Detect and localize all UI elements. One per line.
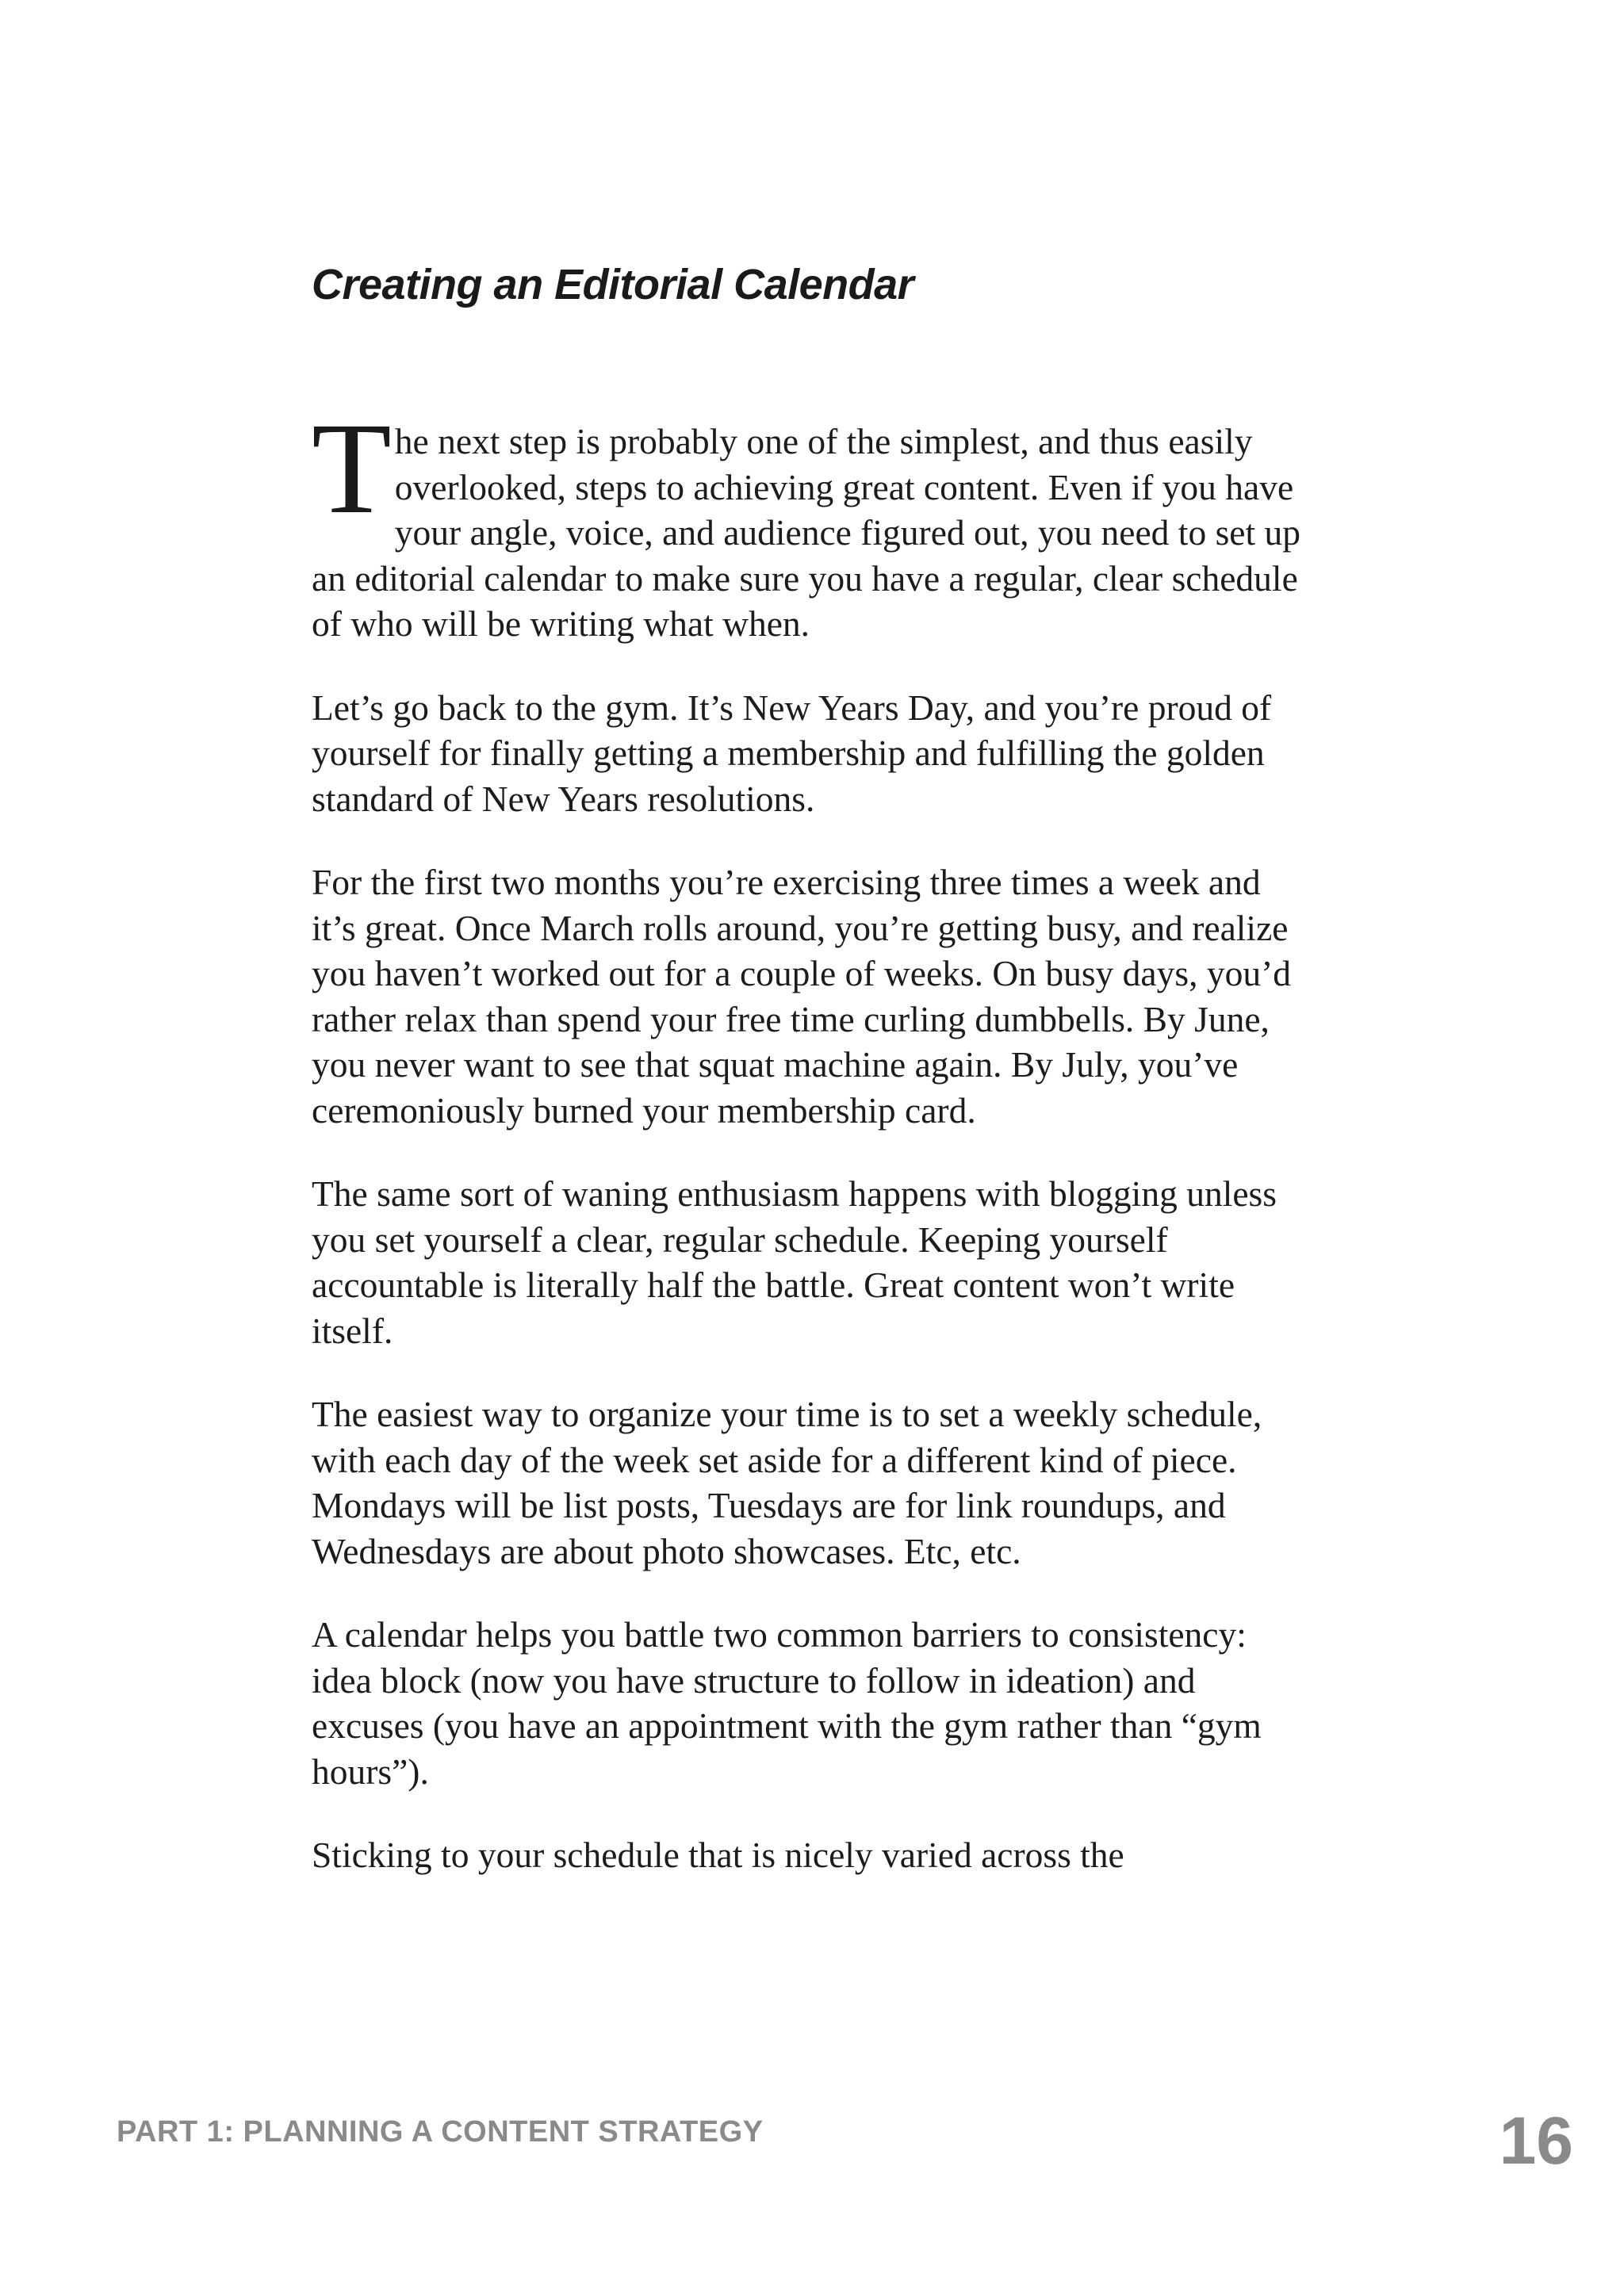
paragraph-intro [312, 396, 1311, 647]
paragraph-calendar-barriers: A calendar helps you battle two common barriers to consistency: idea block (now you have structure to follow in ideation) and excuses (you have an appointment with the gym rather than “gym hours”). [312, 1614, 1262, 1792]
body-text [312, 396, 1311, 1878]
paragraph-gym: Let’s go back to the gym. It’s New Years Day, and you’re proud of yourself for finally getting a membership and fulfilling the golden standard of New Years resolutions. [312, 687, 1272, 819]
page-number: 16 [1499, 2103, 1573, 2178]
paragraph-months: For the first two months you’re exercising three times a week and it’s great. Once March rolls around, you’re getting busy, and realize you haven’t worked out for a couple of weeks. On busy days, you’d rather relax than spend your free time curling dumbbells. By June, you never want to see that squat machine again. By July, you’ve ceremoniously burned your membership card. [312, 862, 1291, 1131]
paragraph-intro-text: he next step is probably one of the simplest, and thus easily overlooked, steps to achieving great content. Even if you have your angle, voice, and audience figured out, you need to set up an editorial calendar to make sure you have a regular, clear schedule of who will be writing what when. [312, 421, 1300, 644]
paragraph-sticking: Sticking to your schedule that is nicely varied across the [312, 1835, 1124, 1875]
paragraph-weekly-schedule: The easiest way to organize your time is to set a weekly schedule, with each day of the week set aside for a different kind of piece. Mondays will be list posts, Tuesdays are for link roundups, and Wednesdays are about photo showcases. Etc, etc. [312, 1394, 1262, 1571]
drop-cap: T [312, 396, 392, 541]
page-content [312, 258, 1311, 1916]
section-heading: Creating an Editorial Calendar [312, 261, 914, 308]
footer-section-title: PART 1: PLANNING A CONTENT STRATEGY [117, 2115, 764, 2149]
paragraph-waning-enthusiasm: The same sort of waning enthusiasm happens with blogging unless you set yourself a clear, regular schedule. Keeping yourself accountable is literally half the battle. Great content won’t write itself. [312, 1173, 1277, 1351]
